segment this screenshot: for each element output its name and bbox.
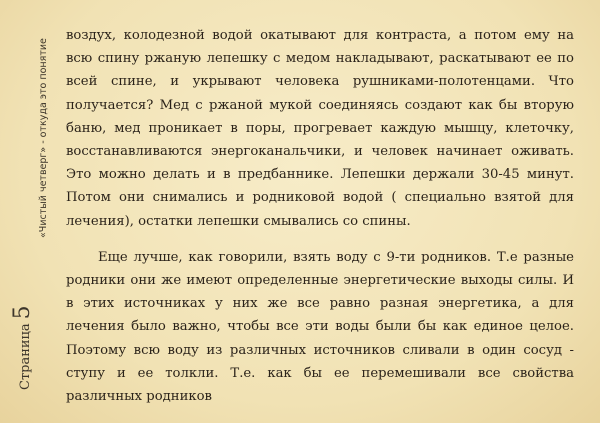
page-number: 5 [10,305,35,320]
paragraph-1: воздух, колодезной водой окатывают для контраста, а потом ему на всю спину ржаную лепешку с медом накладывают, раскатывают ее по всей спине, и укрывают человека рушниками-полотенцами. Что получается? Мед с ржаной мукой соединяясь создают как бы вторую баню, мед проникает в поры, прогревает каждую мышцу, клеточку, восстанавливаются энергоканальчики, и человек начинает оживать. Это можно делать и в предбаннике. Лепешки держали 30-45 минут. Потом они снимались и родниковой водой ( специально взятой для лечения), остатки лепешки смывались со спины. [66,28,574,229]
body-text [66,24,574,408]
running-title: «Чистый четверг» - откуда это понятие [38,38,49,238]
page-margin [0,0,56,423]
page-number-line [12,230,34,390]
paragraph-2: Еще лучше, как говорили, взять воду с 9-ти родников. Т.е разные родники они же имеют определенные энергетические выходы силы. И в этих источниках у них же все равно разная энергетика, а для лечения было важно, чтобы все эти воды были бы как единое целое. Поэтому всю воду из различных источников сливали в один сосуд - ступу и ее толкли. Т.е. как бы ее перемешивали все свойства различных родников [66,249,574,405]
page-label: Страница [18,323,33,390]
margin-rotated-group [8,38,49,410]
